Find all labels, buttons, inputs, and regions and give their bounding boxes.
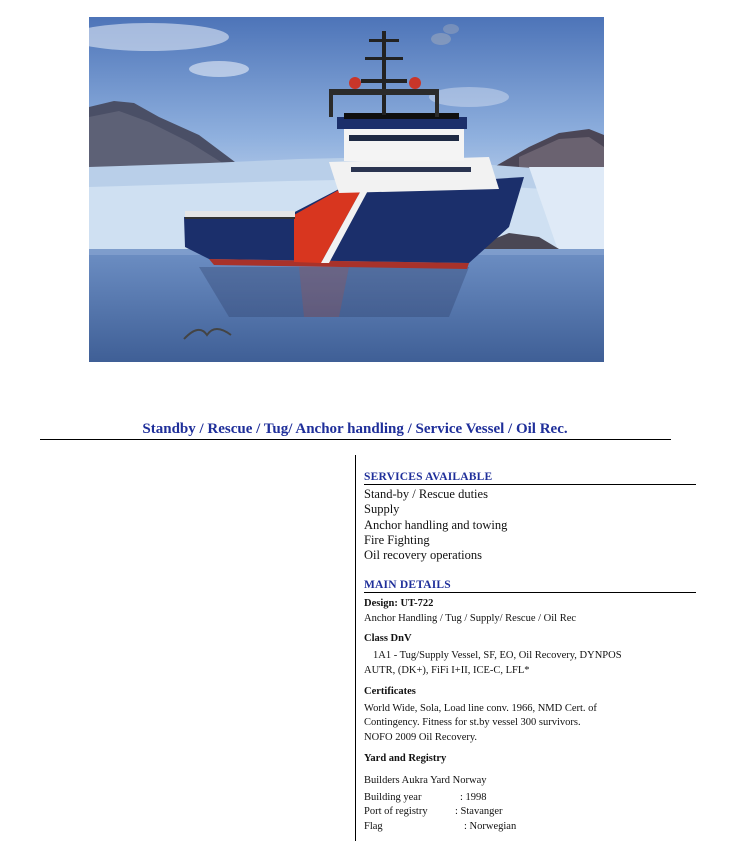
certificates-label: Certificates (364, 686, 416, 697)
class-line-2: AUTR, (DK+), FiFi I+II, ICE-C, LFL* (364, 665, 530, 676)
list-item: Fire Fighting (364, 532, 430, 547)
certificates-line-3: NOFO 2009 Oil Recovery. (364, 732, 478, 743)
services-list (364, 487, 507, 563)
port-registry-value: : Stavanger (455, 806, 503, 817)
building-year-row (364, 791, 487, 806)
building-year-label: Building year (364, 792, 422, 803)
vessel-photo-graphic (89, 17, 604, 362)
class-line-1: 1A1 - Tug/Supply Vessel, SF, EO, Oil Recovery, DYNPOS (373, 650, 622, 661)
title-divider (40, 439, 671, 440)
builders-text: Builders Aukra Yard Norway (364, 775, 487, 786)
services-heading: SERVICES AVAILABLE (364, 471, 696, 485)
certificates-line-2: Contingency. Fitness for st.by vessel 300 survivors. (364, 717, 581, 728)
port-registry-label: Port of registry (364, 806, 428, 817)
document-title: Standby / Rescue / Tug/ Anchor handling / Service Vessel / Oil Rec. (142, 421, 568, 437)
list-item: Oil recovery operations (364, 548, 483, 563)
flag-value: : Norwegian (464, 821, 517, 832)
design-label: Design: UT-722 (364, 598, 434, 609)
yard-registry-label: Yard and Registry (364, 753, 447, 764)
certificates-line-1: World Wide, Sola, Load line conv. 1966, NMD Cert. of (364, 703, 597, 714)
building-year-value: : 1998 (460, 792, 487, 803)
port-registry-row (364, 805, 503, 820)
flag-label: Flag (364, 821, 383, 832)
class-label: Class DnV (364, 633, 412, 644)
list-item: Supply (364, 502, 400, 517)
main-details-heading: MAIN DETAILS (364, 579, 696, 593)
vessel-photo (89, 17, 604, 362)
column-divider (355, 455, 356, 841)
design-text: Anchor Handling / Tug / Supply/ Rescue / Oil Rec (364, 613, 577, 624)
flag-row (364, 820, 516, 835)
list-item: Stand-by / Rescue duties (364, 487, 488, 501)
list-item: Anchor handling and towing (364, 517, 508, 532)
